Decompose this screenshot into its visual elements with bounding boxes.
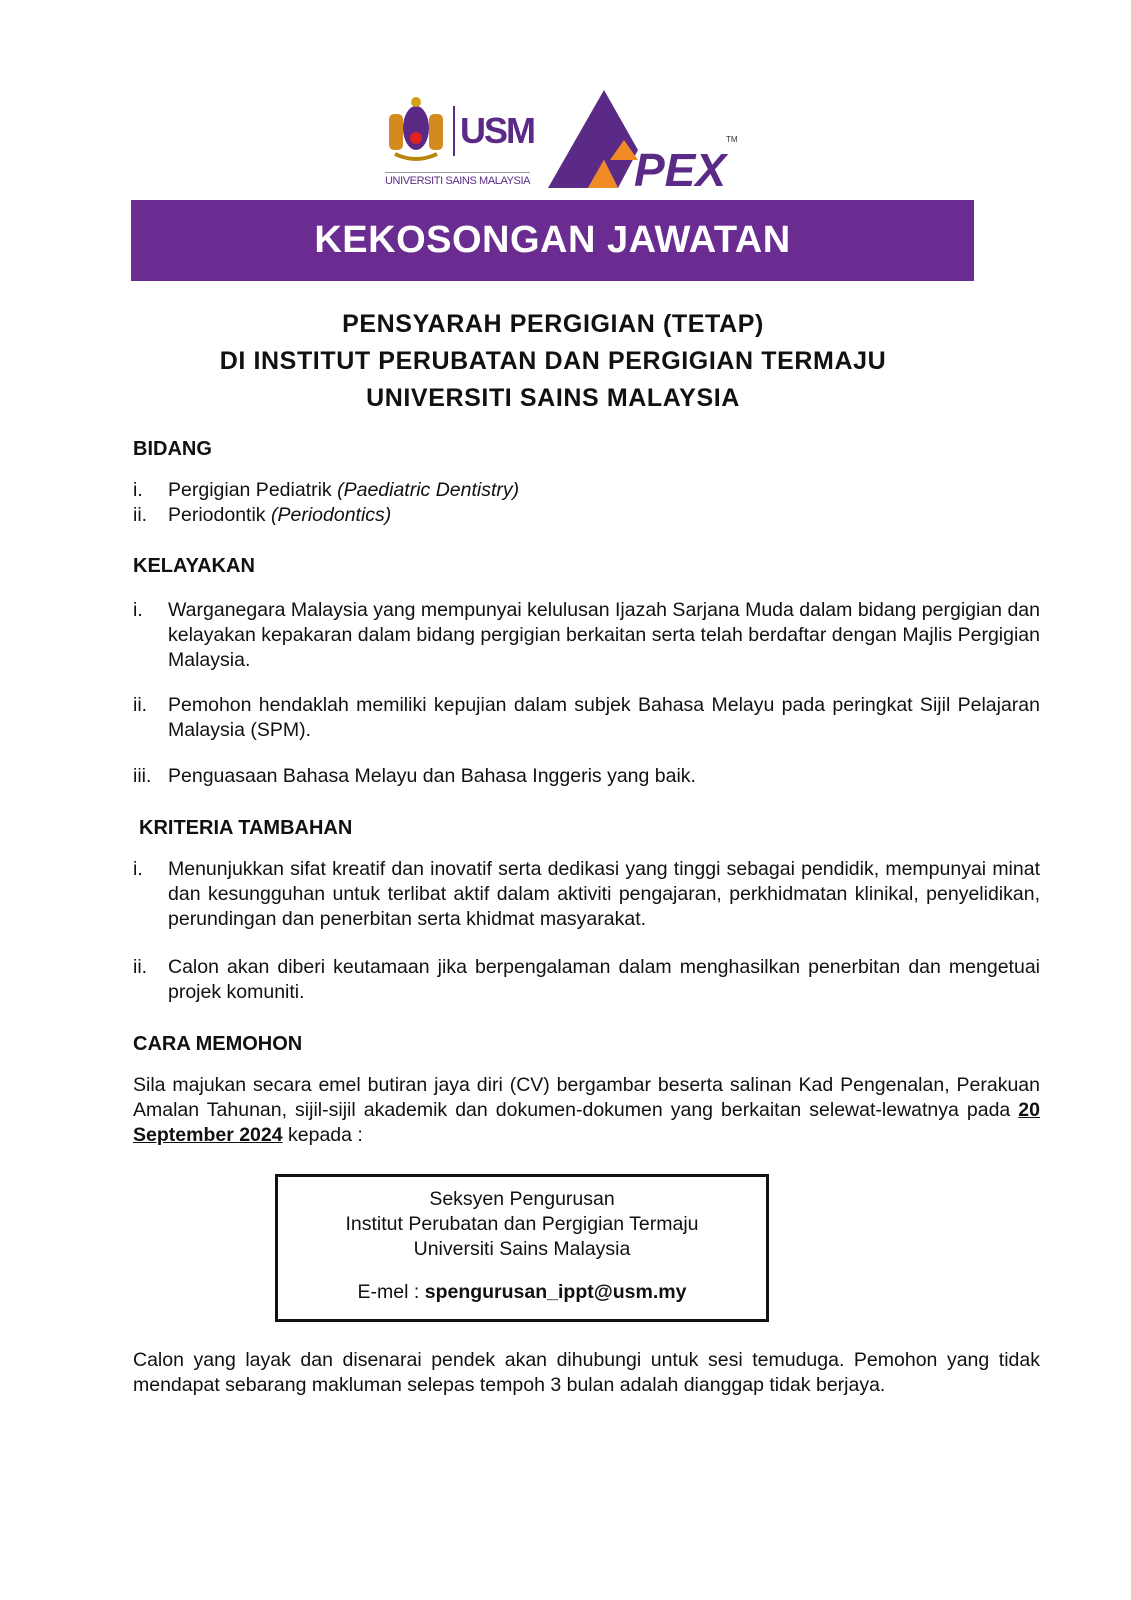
kelayakan-item: [133, 764, 1040, 789]
email-link[interactable]: spengurusan_ippt@usm.my: [424, 1281, 687, 1303]
field-english: (Periodontics): [270, 504, 392, 526]
field-name: Pergigian Pediatrik: [168, 479, 338, 501]
kelayakan-item: [133, 693, 1040, 743]
application-instructions: [133, 1073, 1040, 1148]
address-line: Seksyen Pengurusan: [429, 1188, 615, 1210]
address-line: Universiti Sains Malaysia: [413, 1238, 631, 1260]
job-title: PENSYARAH PERGIGIAN (TETAP): [342, 310, 764, 338]
cara-heading: CARA MEMOHON: [133, 1033, 303, 1055]
item-number: i.: [133, 599, 143, 621]
usm-crest-icon: [385, 92, 447, 164]
kriteria-heading: KRITERIA TAMBAHAN: [139, 817, 353, 839]
item-text: Warganegara Malaysia yang mempunyai kelulusan Ijazah Sarjana Muda dalam bidang pergigian dan kelayakan kepakaran dalam bidang pergigian berkaitan serta telah berdaftar dengan Majlis Pergigian Malaysia.: [168, 599, 1040, 671]
item-text: Penguasaan Bahasa Melayu dan Bahasa Inggeris yang baik.: [168, 765, 696, 787]
banner-title: KEKOSONGAN JAWATAN: [131, 200, 974, 281]
item-text: Menunjukkan sifat kreatif dan inovatif serta dedikasi yang tinggi sebagai pendidik, mempunyai minat dan kesungguhan untuk terlibat aktif dalam aktiviti pengajaran, perkhidmatan klinikal, penyelidikan, perundingan dan penerbitan serta khidmat masyarakat.: [168, 858, 1040, 930]
bidang-item: [133, 503, 1040, 528]
bidang-heading: BIDANG: [133, 438, 212, 460]
usm-name: UNIVERSITI SAINS MALAYSIA: [385, 172, 530, 187]
item-text: Calon akan diberi keutamaan jika berpengalaman dalam menghasilkan penerbitan dan mengetuai projek komuniti.: [168, 956, 1040, 1003]
apex-wordmark: PEX: [634, 144, 727, 190]
document-body: [133, 306, 1040, 1398]
item-number: ii.: [133, 504, 148, 526]
kelayakan-item: [133, 598, 1040, 673]
item-text: Pemohon hendaklah memiliki kepujian dalam subjek Bahasa Melayu pada peringkat Sijil Pelajaran Malaysia (SPM).: [168, 694, 1040, 741]
kriteria-item: [133, 955, 1040, 1005]
usm-logo: [385, 92, 535, 192]
apex-tm: TM: [726, 135, 738, 144]
address-box: [275, 1174, 769, 1322]
kriteria-item: [133, 857, 1040, 932]
address-line: Institut Perubatan dan Pergigian Termaju: [345, 1213, 699, 1235]
kelayakan-heading: KELAYAKAN: [133, 555, 255, 577]
item-number: i.: [133, 479, 143, 501]
institute-title: DI INSTITUT PERUBATAN DAN PERGIGIAN TERMAJU: [219, 347, 887, 375]
bidang-item: [133, 478, 1040, 503]
item-number: ii.: [133, 694, 148, 716]
university-title: UNIVERSITI SAINS MALAYSIA: [366, 384, 740, 412]
item-number: ii.: [133, 956, 148, 978]
footer-note: Calon yang layak dan disenarai pendek akan dihubungi untuk sesi temuduga. Pemohon yang tidak mendapat sebarang makluman selepas tempoh 3 bulan adalah dianggap tidak berjaya.: [133, 1349, 1040, 1396]
field-english: (Paediatric Dentistry): [337, 479, 520, 501]
usm-wordmark: USM: [453, 106, 534, 156]
instructions-text: Sila majukan secara emel butiran jaya diri (CV) bergambar beserta salinan Kad Pengenalan, Perakuan Amalan Tahunan, sijil-sijil akademik dan dokumen-dokumen yang berkaitan selewat-lewatnya pada: [133, 1074, 1040, 1121]
instructions-tail: kepada :: [282, 1124, 363, 1146]
email-label: E-mel :: [357, 1281, 425, 1303]
apex-logo: [548, 90, 740, 190]
item-number: i.: [133, 858, 143, 880]
item-number: iii.: [133, 765, 152, 787]
deadline: 20 September 2024: [133, 1099, 1040, 1146]
field-name: Periodontik: [168, 504, 271, 526]
